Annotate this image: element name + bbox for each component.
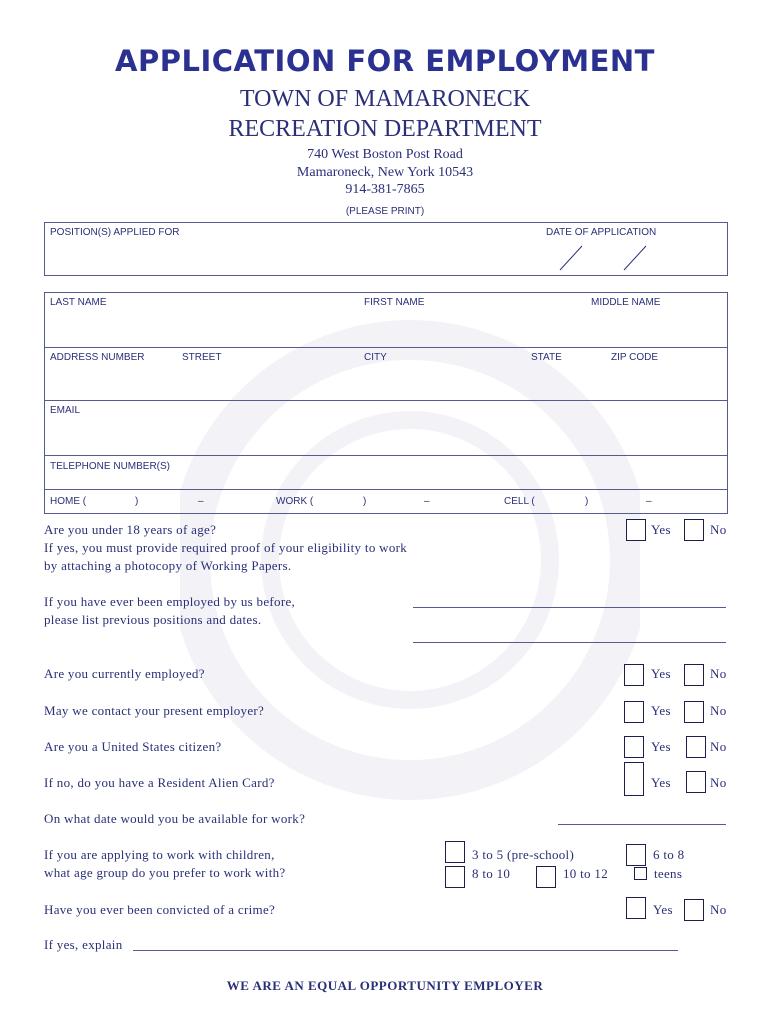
currently-employed-yes-label: Yes [651, 666, 671, 681]
employed-before-note: please list previous positions and dates. [44, 612, 262, 627]
address-number-label: ADDRESS NUMBER [50, 352, 145, 363]
citizen-no-checkbox[interactable] [686, 736, 706, 758]
cell-phone-input[interactable] [545, 493, 715, 510]
work-phone-label: WORK ( [276, 496, 314, 507]
currently-employed-yes-checkbox[interactable] [624, 664, 644, 686]
zip-label: ZIP CODE [611, 352, 659, 363]
explain-input[interactable] [133, 932, 678, 950]
cell-dash: – [646, 496, 652, 507]
under18-note-1: If yes, you must provide required proof of your eligibility to work [44, 540, 408, 555]
street-input[interactable] [178, 365, 353, 397]
resident-alien-question: If no, do you have a Resident Alien Card? [44, 775, 275, 790]
email-input[interactable] [46, 418, 722, 452]
teens-label: teens [654, 866, 683, 881]
date-label: DATE OF APPLICATION [546, 227, 657, 238]
telephone-label: TELEPHONE NUMBER(S) [50, 461, 171, 472]
please-print-note: (PLEASE PRINT) [345, 206, 425, 217]
under18-yes-label: Yes [651, 522, 671, 537]
cell-paren: ) [585, 496, 589, 507]
form-title: APPLICATION FOR EMPLOYMENT [115, 44, 655, 78]
last-name-input[interactable] [46, 310, 346, 344]
org-name: TOWN OF MAMARONECK [239, 86, 531, 112]
street-label: STREET [182, 352, 222, 363]
street-address: 740 West Boston Post Road [307, 147, 463, 162]
contact-employer-question: May we contact your present employer? [44, 703, 265, 718]
date-slashes [540, 244, 660, 272]
under18-yes-checkbox[interactable] [626, 519, 646, 541]
age-8-10-checkbox[interactable] [445, 866, 465, 888]
employed-before-question: If you have ever been employed by us before, [44, 594, 296, 609]
currently-employed-no-checkbox[interactable] [684, 664, 704, 686]
contact-employer-yes-checkbox[interactable] [624, 701, 644, 723]
age-8-10-label: 8 to 10 [472, 866, 511, 881]
resident-alien-yes-label: Yes [651, 775, 671, 790]
convicted-question: Have you ever been convicted of a crime? [44, 902, 276, 917]
age-6-8-label: 6 to 8 [653, 847, 685, 862]
work-dash: – [424, 496, 430, 507]
cell-phone-label: CELL ( [504, 496, 535, 507]
city-address: Mamaroneck, New York 10543 [296, 165, 474, 180]
age-3-5-label: 3 to 5 (pre-school) [472, 847, 575, 862]
home-paren: ) [135, 496, 139, 507]
contact-employer-no-checkbox[interactable] [684, 701, 704, 723]
convicted-yes-label: Yes [653, 902, 673, 917]
position-input[interactable] [46, 240, 486, 272]
previous-positions-input[interactable] [413, 588, 726, 644]
first-name-label: FIRST NAME [364, 297, 425, 308]
convicted-yes-checkbox[interactable] [626, 897, 646, 919]
home-dash: – [198, 496, 204, 507]
citizen-question: Are you a United States citizen? [44, 739, 222, 754]
under18-note-2: by attaching a photocopy of Working Papers. [44, 558, 292, 573]
department-name: RECREATION DEPARTMENT [228, 116, 542, 142]
under18-no-checkbox[interactable] [684, 519, 704, 541]
currently-employed-no-label: No [710, 666, 727, 681]
available-date-question: On what date would you be available for work? [44, 811, 306, 826]
state-label: STATE [531, 352, 562, 363]
citizen-no-label: No [710, 739, 727, 754]
address-number-input[interactable] [46, 365, 171, 397]
citizen-yes-label: Yes [651, 739, 671, 754]
age-10-12-checkbox[interactable] [536, 866, 556, 888]
work-phone-input[interactable] [320, 493, 480, 510]
home-phone-input[interactable] [95, 493, 255, 510]
first-name-input[interactable] [360, 310, 580, 344]
equal-opportunity-footer: WE ARE AN EQUAL OPPORTUNITY EMPLOYER [226, 978, 544, 993]
home-phone-label: HOME ( [50, 496, 87, 507]
children-question: If you are applying to work with children, [44, 847, 275, 862]
under18-no-label: No [710, 522, 727, 537]
citizen-yes-checkbox[interactable] [624, 736, 644, 758]
middle-name-input[interactable] [588, 310, 723, 344]
resident-alien-yes-checkbox[interactable] [624, 762, 644, 796]
age-10-12-label: 10 to 12 [563, 866, 609, 881]
position-label: POSITION(S) APPLIED FOR [50, 227, 180, 238]
teens-checkbox[interactable] [634, 867, 647, 880]
contact-employer-no-label: No [710, 703, 727, 718]
age-3-5-checkbox[interactable] [445, 841, 465, 863]
resident-alien-no-checkbox[interactable] [686, 771, 706, 793]
convicted-no-label: No [710, 902, 727, 917]
work-paren: ) [363, 496, 367, 507]
middle-name-label: MIDDLE NAME [591, 297, 661, 308]
last-name-label: LAST NAME [50, 297, 107, 308]
convicted-no-checkbox[interactable] [684, 899, 704, 921]
phone-number: 914-381-7865 [345, 182, 425, 197]
resident-alien-no-label: No [710, 775, 727, 790]
children-question-2: what age group do you prefer to work with? [44, 865, 286, 880]
currently-employed-question: Are you currently employed? [44, 666, 205, 681]
city-input[interactable] [360, 365, 520, 397]
age-6-8-checkbox[interactable] [626, 844, 646, 866]
under18-question: Are you under 18 years of age? [44, 522, 217, 537]
contact-employer-yes-label: Yes [651, 703, 671, 718]
available-date-input[interactable] [558, 806, 726, 824]
explain-label: If yes, explain [44, 937, 123, 952]
city-label: CITY [364, 352, 387, 363]
zip-input[interactable] [607, 365, 723, 397]
email-label: EMAIL [50, 405, 81, 416]
state-input[interactable] [527, 365, 602, 397]
